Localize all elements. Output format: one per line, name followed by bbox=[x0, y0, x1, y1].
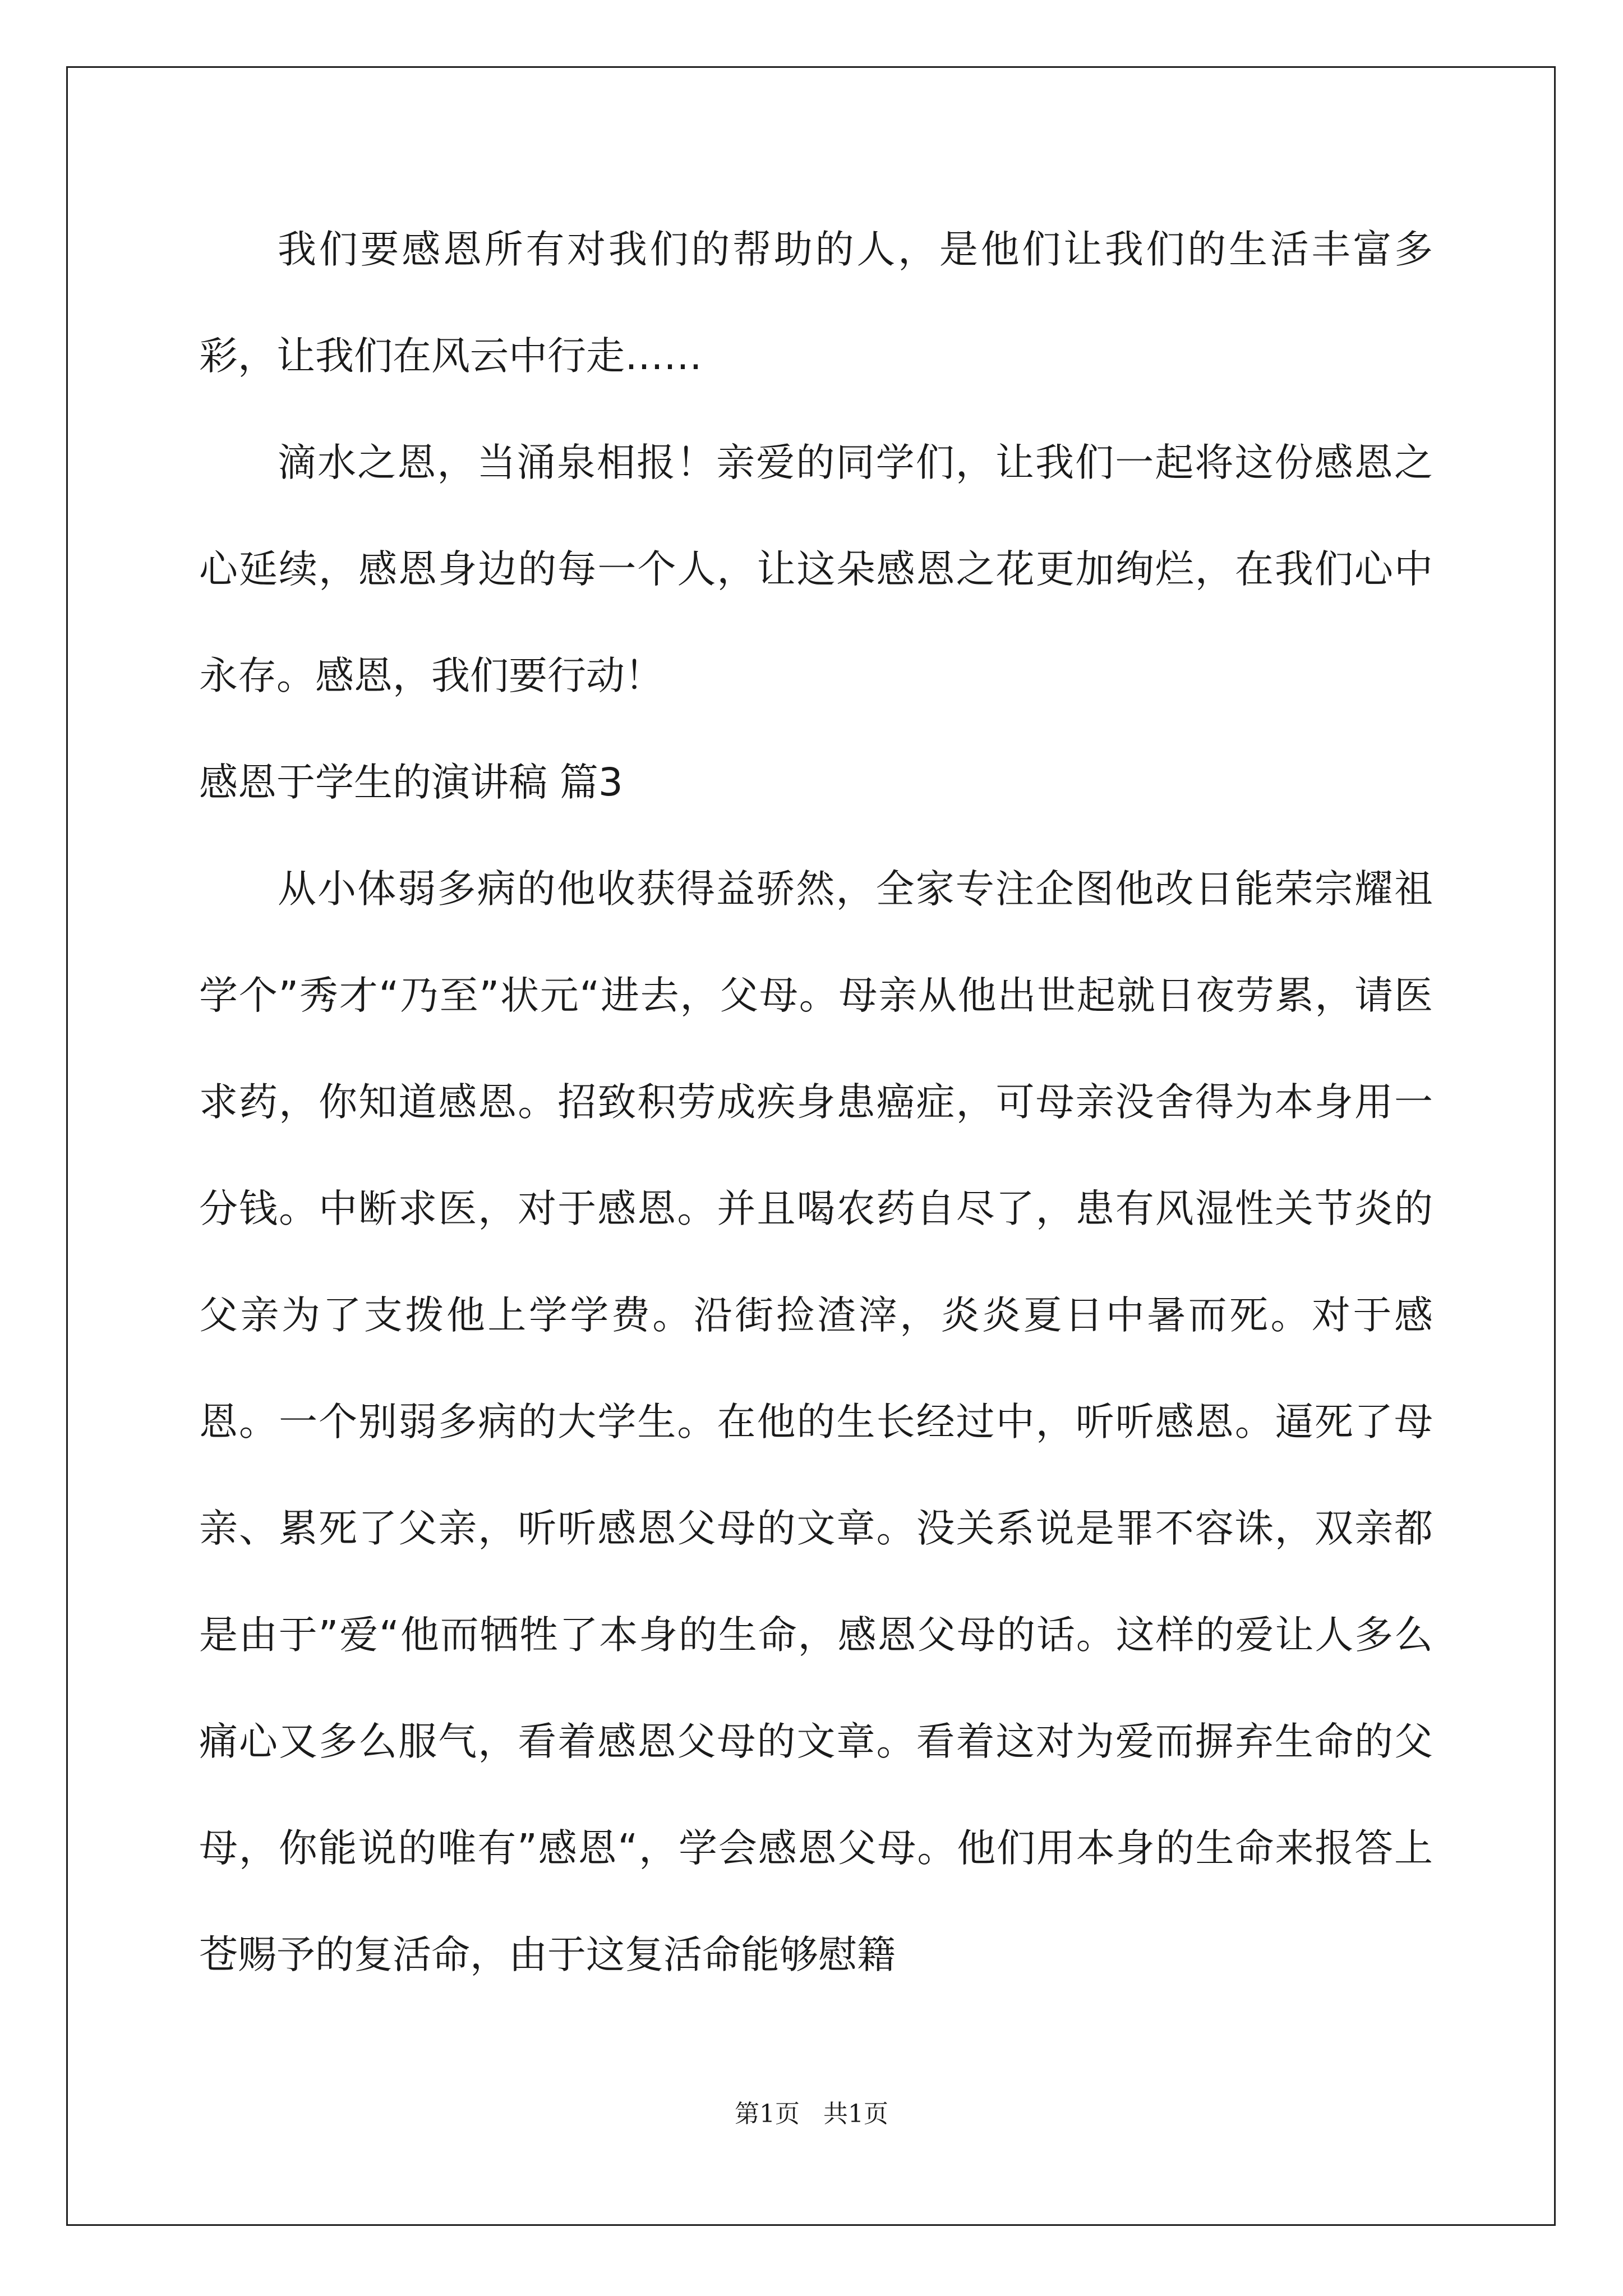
paragraph-gratitude-helpers: 我们要感恩所有对我们的帮助的人，是他们让我们的生活丰富多彩，让我们在风云中行走…… bbox=[199, 227, 1433, 379]
page-number-footer: 第1页 共1页 bbox=[735, 2100, 888, 2128]
paragraph-dripping-water: 滴水之恩，当涌泉相报！亲爱的同学们，让我们一起将这份感恩之心延续，感恩身边的每一个人，让这朵感恩之花更加绚烂，在我们心中永存。感恩，我们要行动！ bbox=[199, 440, 1433, 698]
paragraph-story: 从小体弱多病的他收获得益骄然，全家专注企图他改日能荣宗耀祖学个”秀才“乃至”状元“进去，父母。母亲从他出世起就日夜劳累，请医求药，你知道感恩。招致积劳成疾身患癌症，可母亲没舍得为本身用一分钱。中断求医，对于感恩。并且喝农药自尽了，患有风湿性关节炎的父亲为了支拨他上学学费。沿街捡渣滓，炎炎夏日中暑而死。对于感恩。一个别弱多病的大学生。在他的生长经过中，听听感恩。逼死了母亲、累死了父亲，听听感恩父母的文章。没关系说是罪不容诛，双亲都是由于”爱“他而牺牲了本身的生命，感恩父母的话。这样的爱让人多么痛心又多么服气，看着感恩父母的文章。看着这对为爱而摒弃生命的父母，你能说的唯有”感恩“，学会感恩父母。他们用本身的生命来报答上苍赐予的复活命，由于这复活命能够慰籍 bbox=[199, 867, 1433, 1977]
section-heading: 感恩于学生的演讲稿 篇3 bbox=[199, 760, 623, 805]
document-body bbox=[199, 196, 1433, 2008]
